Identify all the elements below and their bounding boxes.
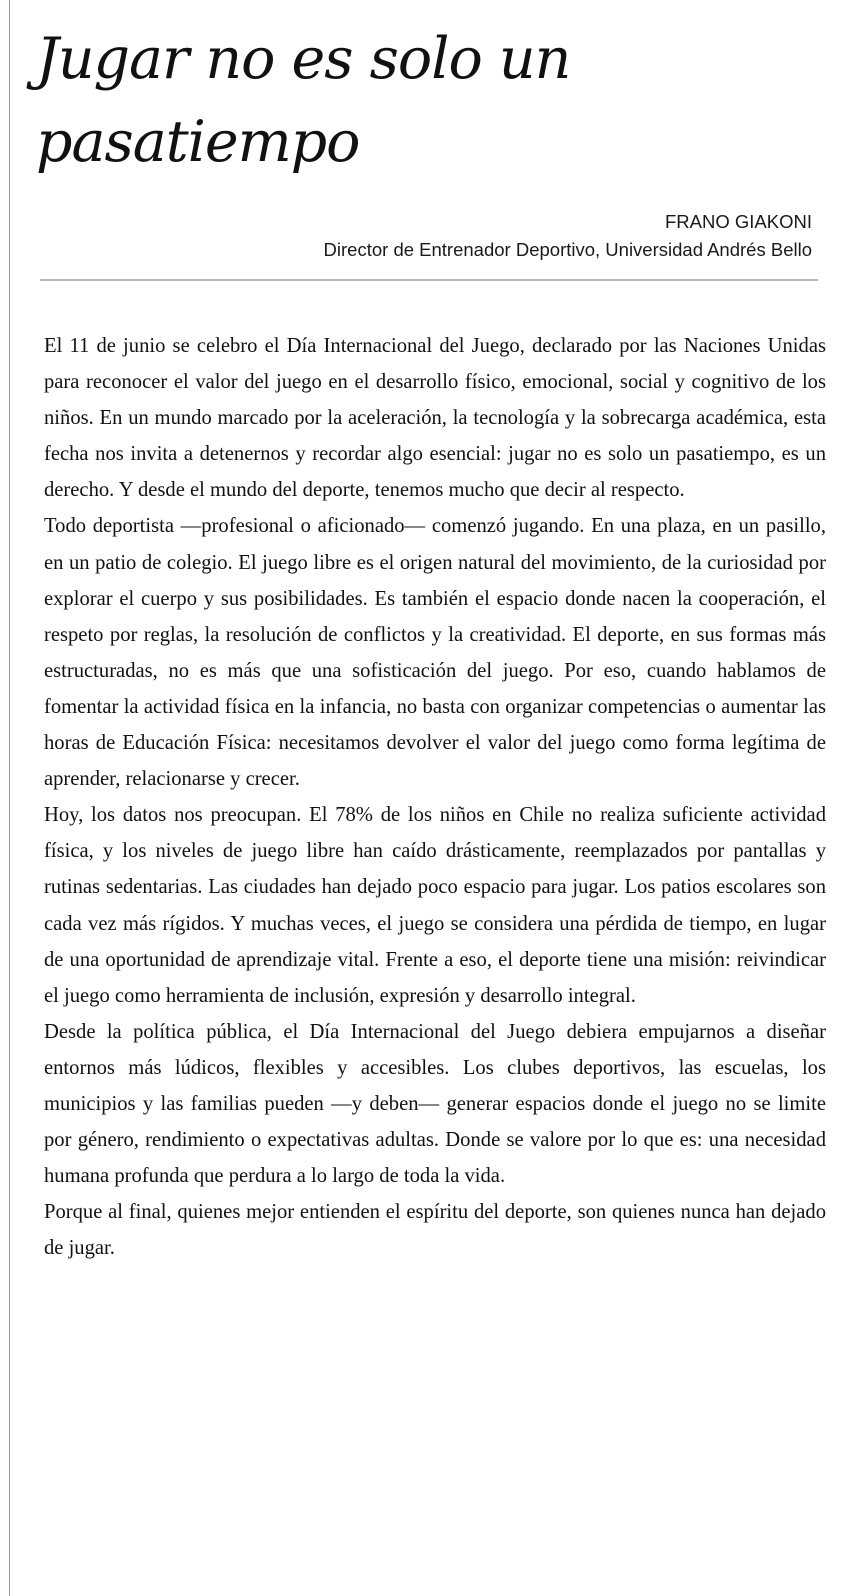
article-paragraph: Porque al final, quienes mejor entienden el espíritu del deporte, son quienes nunca han dejado de jugar.	[44, 1201, 826, 1260]
byline	[52, 208, 812, 264]
article-body	[44, 328, 826, 1266]
column-rule	[9, 0, 10, 1596]
article-paragraph: El 11 de junio se celebro el Día Internacional del Juego, declarado por las Naciones Unidas para reconocer el valor del juego en el desarrollo físico, emocional, social y cognitivo de los niños. En un mundo marcado por la aceleración, la tecnología y la sobrecarga académica, esta fecha nos invita a detenernos y recordar algo esencial: jugar no es solo un pasatiempo, es un derecho. Y desde el mundo del deporte, tenemos mucho que decir al respecto.	[44, 335, 826, 502]
article-paragraph: Desde la política pública, el Día Internacional del Juego debiera empujarnos a diseñar entornos más lúdicos, flexibles y accesibles. Los clubes deportivos, las escuelas, los municipios y las familias pueden —y deben— generar espacios donde el juego no se limite por género, rendimiento o expectativas adultas. Donde se valore por lo que es: una necesidad humana profunda que perdura a lo largo de toda la vida.	[44, 1020, 826, 1188]
article-paragraph: Todo deportista —profesional o aficionado— comenzó jugando. En una plaza, en un pasillo, en un patio de colegio. El juego libre es el origen natural del movimiento, de la curiosidad por explorar el cuerpo y sus posibilidades. Es también el espacio donde nacen la cooperación, el respeto por reglas, la resolución de conflictos y la creatividad. El deporte, en sus formas más estructuradas, no es más que una sofisticación del juego. Por eso, cuando hablamos de fomentar la actividad física en la infancia, no basta con organizar competencias o aumentar las horas de Educación Física: necesitamos devolver el valor del juego como forma legítima de aprender, relacionarse y crecer.	[44, 515, 826, 791]
author-role: Director de Entrenador Deportivo, Universidad Andrés Bello	[323, 239, 812, 260]
article-headline: Jugar no es solo un pasatiempo	[36, 26, 571, 175]
article-paragraph: Hoy, los datos nos preocupan. El 78% de los niños en Chile no realiza suficiente actividad física, y los niveles de juego libre han caído drásticamente, reemplazados por pantallas y rutinas sedentarias. Las ciudades han dejado poco espacio para jugar. Los patios escolares son cada vez más rígidos. Y muchas veces, el juego se considera una pérdida de tiempo, en lugar de una oportunidad de aprendizaje vital. Frente a eso, el deporte tiene una misión: reivindicar el juego como herramienta de inclusión, expresión y desarrollo integral.	[44, 804, 826, 1007]
author-name: FRANO GIAKONI	[665, 211, 812, 232]
header-divider	[40, 279, 818, 281]
